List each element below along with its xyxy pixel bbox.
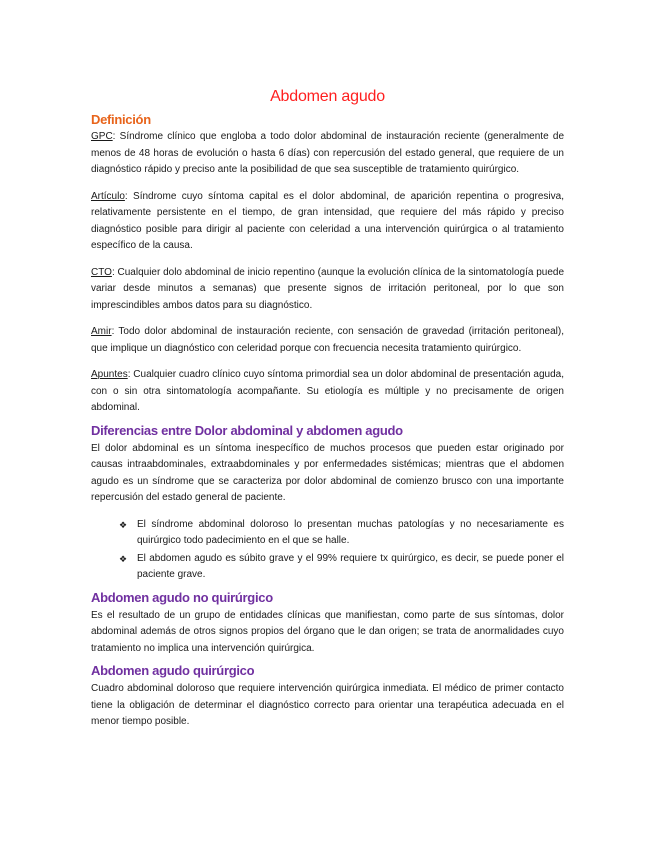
section-diferencias bbox=[91, 423, 564, 584]
definition-text: : Síndrome cuyo síntoma capital es el dolor abdominal, de aparición repentina o progresiva, relativamente persistente en el tiempo, de gran intensidad, que requiere del más rápido y preciso diagnóstico posible para dirigir al paciente con celeridad a una intervención quirúrgica o al tratamiento específico de la causa. bbox=[91, 190, 564, 251]
definition-cto bbox=[91, 265, 564, 315]
definition-apuntes bbox=[91, 367, 564, 417]
section-definicion bbox=[91, 112, 564, 417]
definition-gpc bbox=[91, 129, 564, 179]
definition-text: : Cualquier cuadro clínico cuyo síntoma primordial sea un dolor abdominal de presentación aguda, con o sin otra sintomatología acompañante. Su etiología es múltiple y no precisamente de origen abdominal. bbox=[91, 369, 564, 413]
list-item-text: El abdomen agudo es súbito grave y el 99% requiere tx quirúrgico, es decir, se puede poner el paciente grave. bbox=[137, 552, 564, 580]
document-title: Abdomen agudo bbox=[270, 88, 385, 105]
definition-label: GPC bbox=[91, 131, 113, 142]
definition-articulo bbox=[91, 189, 564, 255]
definition-label: Artículo bbox=[91, 190, 125, 202]
no-quirurgico-heading: Abdomen agudo no quirúrgico bbox=[91, 589, 273, 605]
definition-label: CTO bbox=[91, 266, 112, 278]
definition-text: : Cualquier dolo abdominal de inicio repentino (aunque la evolución clínica de la sintomatología puede variar desde minutos a semanas) que presente signos de irritación peritoneal, por lo que son imprescindibles ambos datos para su diagnóstico. bbox=[91, 266, 564, 311]
quirurgico-text: Cuadro abdominal doloroso que requiere intervención quirúrgica inmediata. El médico de primer contacto tiene la obligación de determinar el diagnóstico correcto para orientar una terapéutica adecuada en el menor tiempo posible. bbox=[91, 683, 564, 727]
quirurgico-heading: Abdomen agudo quirúrgico bbox=[91, 663, 255, 678]
diamond-bullet-icon: ❖ bbox=[119, 553, 128, 564]
list-item bbox=[119, 517, 564, 550]
section-quirurgico bbox=[91, 663, 564, 731]
definition-amir bbox=[91, 324, 564, 357]
no-quirurgico-text: Es el resultado de un grupo de entidades clínicas que manifiestan, como parte de sus síntomas, dolor abdominal además de otros signos propios del órgano que le dan origen; se trata de anormalidades cuyo tratamiento no implica una intervención quirúrgica. bbox=[91, 609, 564, 654]
diferencias-bullet-list bbox=[91, 517, 564, 584]
section-no-quirurgico bbox=[91, 590, 564, 658]
definicion-heading: Definición bbox=[91, 112, 151, 127]
diferencias-heading: Diferencias entre Dolor abdominal y abdomen agudo bbox=[91, 422, 403, 438]
list-item-text: El síndrome abdominal doloroso lo presentan muchas patologías y no necesariamente es quirúrgico todo padecimiento en el que se halle. bbox=[137, 518, 564, 546]
list-item bbox=[119, 551, 564, 584]
definition-label: Apuntes bbox=[91, 369, 128, 380]
definition-label: Amir bbox=[91, 326, 112, 337]
diferencias-text: El dolor abdominal es un síntoma inespecífico de muchos procesos que pueden estar originado por causas intraabdominales, extraabdominales y por enfermedades sistémicas; mientras que el abdomen agudo es un síndrome que se caracteriza por dolor abdominal de comienzo brusco con una importante repercusión del estado general de paciente. bbox=[91, 442, 564, 503]
definition-text: : Síndrome clínico que engloba a todo dolor abdominal de instauración reciente (generalmente de menos de 48 horas de evolución o hasta 6 días) con repercusión del estado general, que requiere de un diagnóstico rápido y preciso ante la posibilidad de que sea susceptible de tratamiento quirúrgico. bbox=[91, 131, 564, 175]
diamond-bullet-icon: ❖ bbox=[119, 519, 128, 530]
definition-text: : Todo dolor abdominal de instauración reciente, con sensación de gravedad (irritación peritoneal), que implique un diagnóstico con celeridad porque con frecuencia necesita tratamiento quirúrgico. bbox=[91, 326, 564, 354]
